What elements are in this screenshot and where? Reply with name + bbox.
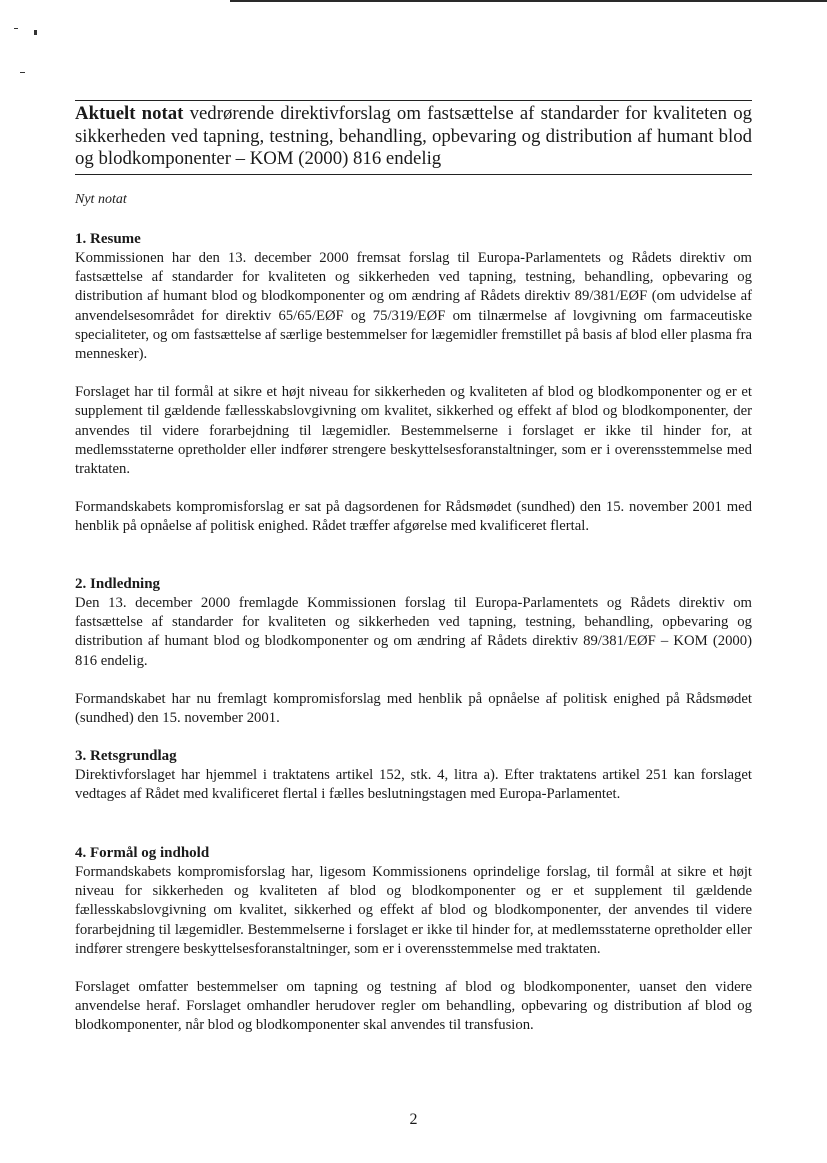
section-paragraph: Den 13. december 2000 fremlagde Kommissionen forslag til Europa-Parlamentets og Rådets direktiv om fastsættelse af standarder for kvaliteten og sikkerheden ved tapning, testning, behandling, opbevaring og distribution af humant blod og blodkomponenter og om ændring af Rådets direktiv 89/381/EØF – KOM (2000) 816 endelig. [75, 595, 752, 669]
scan-artifact-mark [20, 72, 25, 73]
section-heading: 1. Resume [75, 231, 141, 247]
section-paragraph: Forslaget omfatter bestemmelser om tapning og testning af blod og blodkomponenter, uanset den videre anvendelse heraf. Forslaget omhandler herudover regler om behandling, opbevaring og distribution af blod og blodkomponenter, når blod og blodkomponenter skal anvendes til transfusion. [75, 979, 752, 1034]
document-title [75, 100, 752, 175]
section-paragraph: Formandskabet har nu fremlagt kompromisforslag med henblik på opnåelse af politisk enighed på Rådsmødet (sundhed) den 15. november 2001. [75, 690, 752, 727]
section-heading: 2. Indledning [75, 576, 161, 592]
section-resume [75, 230, 752, 556]
section-paragraph: Direktivforslaget har hjemmel i traktatens artikel 152, stk. 4, litra a). Efter traktatens artikel 251 kan forslaget vedtages af Rådet med kvalificeret flertal i fælles beslutningstagen med Europa-Parlamentet. [75, 767, 752, 803]
scan-edge-line [230, 0, 827, 2]
page-number: 2 [409, 1111, 418, 1128]
section-paragraph: Formandskabets kompromisforslag har, ligesom Kommissionens oprindelige forslag, til formål at sikre et højt niveau for sikkerheden og kvaliteten af blod og blodkomponenter og er et supplement til gældende fællesskabslovgivning om kvalitet, sikkerhed og effekt af blod og blodkomponenter, der anvendes til videre forarbejdning til lægemidler. Bestemmelserne i forslaget er ikke til hinder for, at medlemsstaterne opretholder eller indfører strengere beskyttelsesforanstaltninger, som er i overensstemmelse med traktaten. [75, 864, 752, 957]
scan-artifact-mark [14, 28, 18, 29]
section-formaal-og-indhold [75, 844, 752, 1055]
section-retsgrundlag [75, 747, 752, 823]
section-paragraph: Formandskabets kompromisforslag er sat på dagsordenen for Rådsmødet (sundhed) den 15. november 2001 med henblik på opnåelse af politisk enighed. Rådet træffer afgørelse med kvalificeret flertal. [75, 499, 752, 535]
section-paragraph: Kommissionen har den 13. december 2000 fremsat forslag til Europa-Parlamentets og Rådets direktiv om fastsættelse af standarder for kvaliteten og sikkerheden ved tapning, testning, behandling, opbevaring og distribution af humant blod og blodkomponenter og om ændring af Rådets direktiv 89/381/EØF (om udvidelse af anvendelsesområdet for direktiv 65/65/EØF og 75/319/EØF om tilnærmelse af lovgivning om farmaceutiske specialiteter, og om fastsættelse af særlige bestemmelser for lægemidler fremstillet på basis af blod eller plasma fra mennesker). [75, 250, 752, 363]
document-title-lead: Aktuelt notat [75, 103, 184, 124]
section-indledning [75, 575, 752, 747]
document-subtitle: Nyt notat [75, 192, 127, 207]
section-heading: 4. Formål og indhold [75, 845, 210, 861]
section-paragraph: Forslaget har til formål at sikre et højt niveau for sikkerheden og kvaliteten af blod og blodkomponenter og er et supplement til gældende fællesskabslovgivning om kvalitet, sikkerhed og effekt af blod og blodkomponenter, der anvendes til videre forarbejdning til lægemidler. Bestemmelserne i forslaget er ikke til hinder for, at medlemsstaterne opretholder eller indfører strengere beskyttelsesforanstaltninger, som er i overensstemmelse med traktaten. [75, 384, 752, 478]
section-heading: 3. Retsgrundlag [75, 748, 177, 764]
document-title-text: vedrørende direktivforslag om fastsættelse af standarder for kvaliteten og sikkerheden ved tapning, testning, behandling, opbevaring og distribution af humant blod og blodkomponenter – KOM (2000) 816 endelig [75, 103, 752, 169]
scan-artifact-mark [34, 30, 37, 35]
